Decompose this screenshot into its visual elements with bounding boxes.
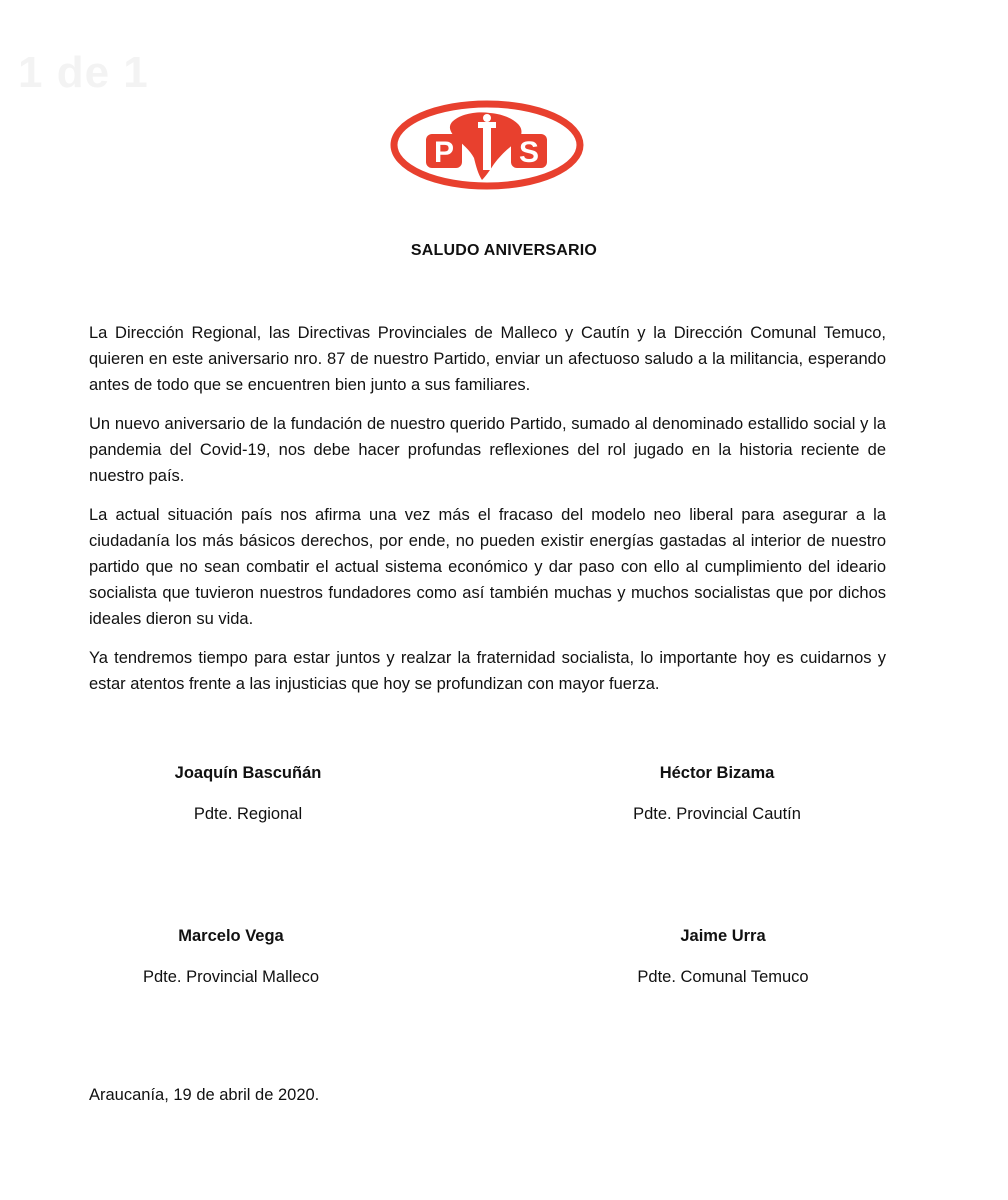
- signatory-name: Héctor Bizama: [659, 764, 775, 782]
- signatory-name: Marcelo Vega: [178, 927, 284, 945]
- page-counter-watermark: 1 de 1: [18, 48, 149, 97]
- place-and-date: Araucanía, 19 de abril de 2020.: [89, 1086, 320, 1104]
- signature-block-temuco: [573, 924, 873, 989]
- document-title: SALUDO ANIVERSARIO: [410, 242, 598, 259]
- paragraph-1: La Dirección Regional, las Directivas Provinciales de Malleco y Cautín y la Dirección Comunal Temuco, quieren en este aniversario nro. 87 de nuestro Partido, enviar un afectuoso saludo a la militancia, esperando antes de todo que se encuentren bien junto a sus familiares.: [89, 324, 886, 394]
- signatory-name: Joaquín Bascuñán: [174, 764, 322, 782]
- signatory-role: Pdte. Regional: [193, 805, 303, 823]
- signature-block-malleco: [81, 924, 381, 989]
- logo-letter-s: S: [518, 136, 540, 169]
- signature-block-cautin: [567, 761, 867, 826]
- signatory-role: Pdte. Comunal Temuco: [637, 968, 809, 986]
- logo-letter-p: P: [433, 136, 455, 169]
- party-logo-icon: [390, 100, 584, 190]
- signatory-name: Jaime Urra: [680, 927, 766, 945]
- signature-block-regional: [98, 761, 398, 826]
- signatory-role: Pdte. Provincial Cautín: [633, 805, 801, 823]
- signatory-role: Pdte. Provincial Malleco: [142, 968, 320, 986]
- paragraph-2: Un nuevo aniversario de la fundación de nuestro querido Partido, sumado al denominado estallido social y la pandemia del Covid-19, nos debe hacer profundas reflexiones del rol jugado en la historia reciente de nuestro país.: [89, 415, 886, 485]
- paragraph-3: La actual situación país nos afirma una vez más el fracaso del modelo neo liberal para asegurar a la ciudadanía los más básicos derechos, por ende, no pueden existir energías gastadas al interior de nuestro partido que no sean combatir el actual sistema económico y dar paso con ello al cumplimiento del ideario socialista que tuvieron nuestros fundadores como así también muchas y muchos socialistas que por dichos ideales dieron su vida.: [89, 506, 886, 628]
- letter-body: [89, 320, 886, 710]
- paragraph-4: Ya tendremos tiempo para estar juntos y realzar la fraternidad socialista, lo importante hoy es cuidarnos y estar atentos frente a las injusticias que hoy se profundizan con mayor fuerza.: [89, 649, 886, 693]
